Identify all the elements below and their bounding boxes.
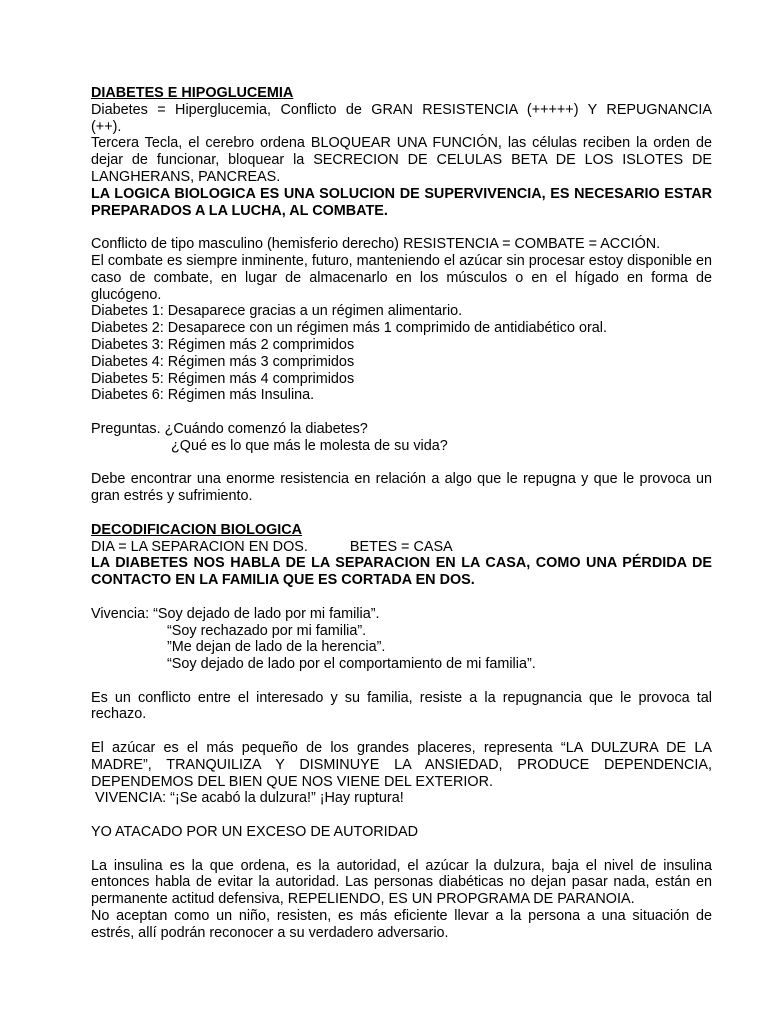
spacer bbox=[91, 455, 712, 472]
section-conflict bbox=[91, 236, 712, 404]
section-diabetes bbox=[91, 85, 712, 219]
question: ¿Qué es lo que más le molesta de su vida? bbox=[171, 437, 448, 454]
spacer bbox=[91, 404, 712, 421]
betes-definition: BETES = CASA bbox=[349, 538, 453, 555]
spacer bbox=[91, 219, 712, 236]
list-item: Diabetes 4: Régimen más 3 comprimidos bbox=[91, 353, 355, 370]
paragraph: Debe encontrar una enorme resistencia en relación a algo que le repugna y que le provoca un gran estrés y sufrimiento. bbox=[91, 471, 712, 505]
spacer bbox=[91, 673, 712, 690]
spacer bbox=[91, 723, 712, 740]
list-item: Diabetes 3: Régimen más 2 comprimidos bbox=[91, 336, 355, 353]
section-heading: DIABETES E HIPOGLUCEMIA bbox=[91, 85, 294, 101]
paragraph: Es un conflicto entre el interesado y su familia, resiste a la repugnancia que le provoca tal rechazo. bbox=[91, 689, 712, 723]
quote-line: “Soy dejado de lado por el comportamiento de mi familia”. bbox=[167, 656, 536, 673]
bold-paragraph: LA LOGICA BIOLOGICA ES UNA SOLUCION DE SUPERVIVENCIA, ES NECESARIO ESTAR PREPARADOS A LA LUCHA, AL COMBATE. bbox=[91, 185, 712, 219]
spacer bbox=[91, 841, 712, 858]
section-questions bbox=[91, 421, 712, 455]
list-item: Diabetes 6: Régimen más Insulina. bbox=[91, 387, 315, 404]
paragraph: No aceptan como un niño, resisten, es más eficiente llevar a la persona a una situación de estrés, allí podrán reconocer a su verdadero adversario. bbox=[91, 908, 712, 941]
section-vivencia bbox=[91, 606, 712, 673]
paragraph: Diabetes = Hiperglucemia, Conflicto de GRAN RESISTENCIA (+++++) Y REPUGNANCIA bbox=[91, 101, 712, 118]
paragraph: El combate es siempre inminente, futuro, manteniendo el azúcar sin procesar estoy disponible en caso de combate, en lugar de almacenarlo en los músculos o en el hígado en forma de glucógeno. bbox=[91, 252, 712, 303]
section-insulina bbox=[91, 858, 712, 942]
bold-paragraph: LA DIABETES NOS HABLA DE LA SEPARACION EN LA CASA, COMO UNA PÉRDIDA DE CONTACTO EN LA FAMILIA QUE ES CORTADA EN DOS. bbox=[91, 555, 712, 589]
quote-line: “Soy rechazado por mi familia”. bbox=[167, 622, 367, 639]
list-item: Diabetes 1: Desaparece gracias a un régimen alimentario. bbox=[91, 303, 463, 320]
section-azucar bbox=[91, 740, 712, 807]
dia-definition: DIA = LA SEPARACION EN DOS. bbox=[91, 538, 308, 555]
section-heading: DECODIFICACION BIOLOGICA bbox=[91, 521, 303, 538]
quote-line: ”Me dejan de lado de la herencia”. bbox=[167, 639, 386, 656]
spacer bbox=[91, 807, 712, 824]
paragraph: Tercera Tecla, el cerebro ordena BLOQUEAR UNA FUNCIÓN, las células reciben la orden de dejar de funcionar, bloquear la SECRECION DE CELULAS BETA DE LOS ISLOTES DE LANGHERANS, PANCREAS. bbox=[91, 135, 712, 185]
quote-line: Vivencia: “Soy dejado de lado por mi familia”. bbox=[91, 605, 380, 622]
quote-line: VIVENCIA: “¡Se acabó la dulzura!” ¡Hay ruptura! bbox=[91, 790, 404, 807]
paragraph: La insulina es la que ordena, es la autoridad, el azúcar la dulzura, baja el nivel de insulina entonces habla de evitar la autoridad. Las personas diabéticas no dejan pasar nada, están en permanente actitud defensiva, REPELIENDO, ES UN PROPGRAMA DE PARANOIA. bbox=[91, 857, 712, 908]
definition-line bbox=[91, 539, 712, 556]
spacer bbox=[91, 505, 712, 522]
section-decodificacion bbox=[91, 522, 712, 589]
list-item: Diabetes 5: Régimen más 4 comprimidos bbox=[91, 370, 355, 387]
paragraph: YO ATACADO POR UN EXCESO DE AUTORIDAD bbox=[91, 824, 419, 841]
question: Preguntas. ¿Cuándo comenzó la diabetes? bbox=[91, 420, 368, 437]
list-item: Diabetes 2: Desaparece con un régimen más 1 comprimido de antidiabético oral. bbox=[91, 320, 607, 337]
paragraph: El azúcar es el más pequeño de los grandes placeres, representa “LA DULZURA DE LA MADRE”, TRANQUILIZA Y DISMINUYE LA ANSIEDAD, PRODUCE DEPENDENCIA, DEPENDEMOS DEL BIEN QUE NOS VIENE DEL EXTERIOR. bbox=[91, 740, 712, 790]
paragraph: (++). bbox=[91, 118, 122, 135]
paragraph: Conflicto de tipo masculino (hemisferio derecho) RESISTENCIA = COMBATE = ACCIÓN. bbox=[91, 236, 661, 253]
spacer bbox=[91, 589, 712, 606]
